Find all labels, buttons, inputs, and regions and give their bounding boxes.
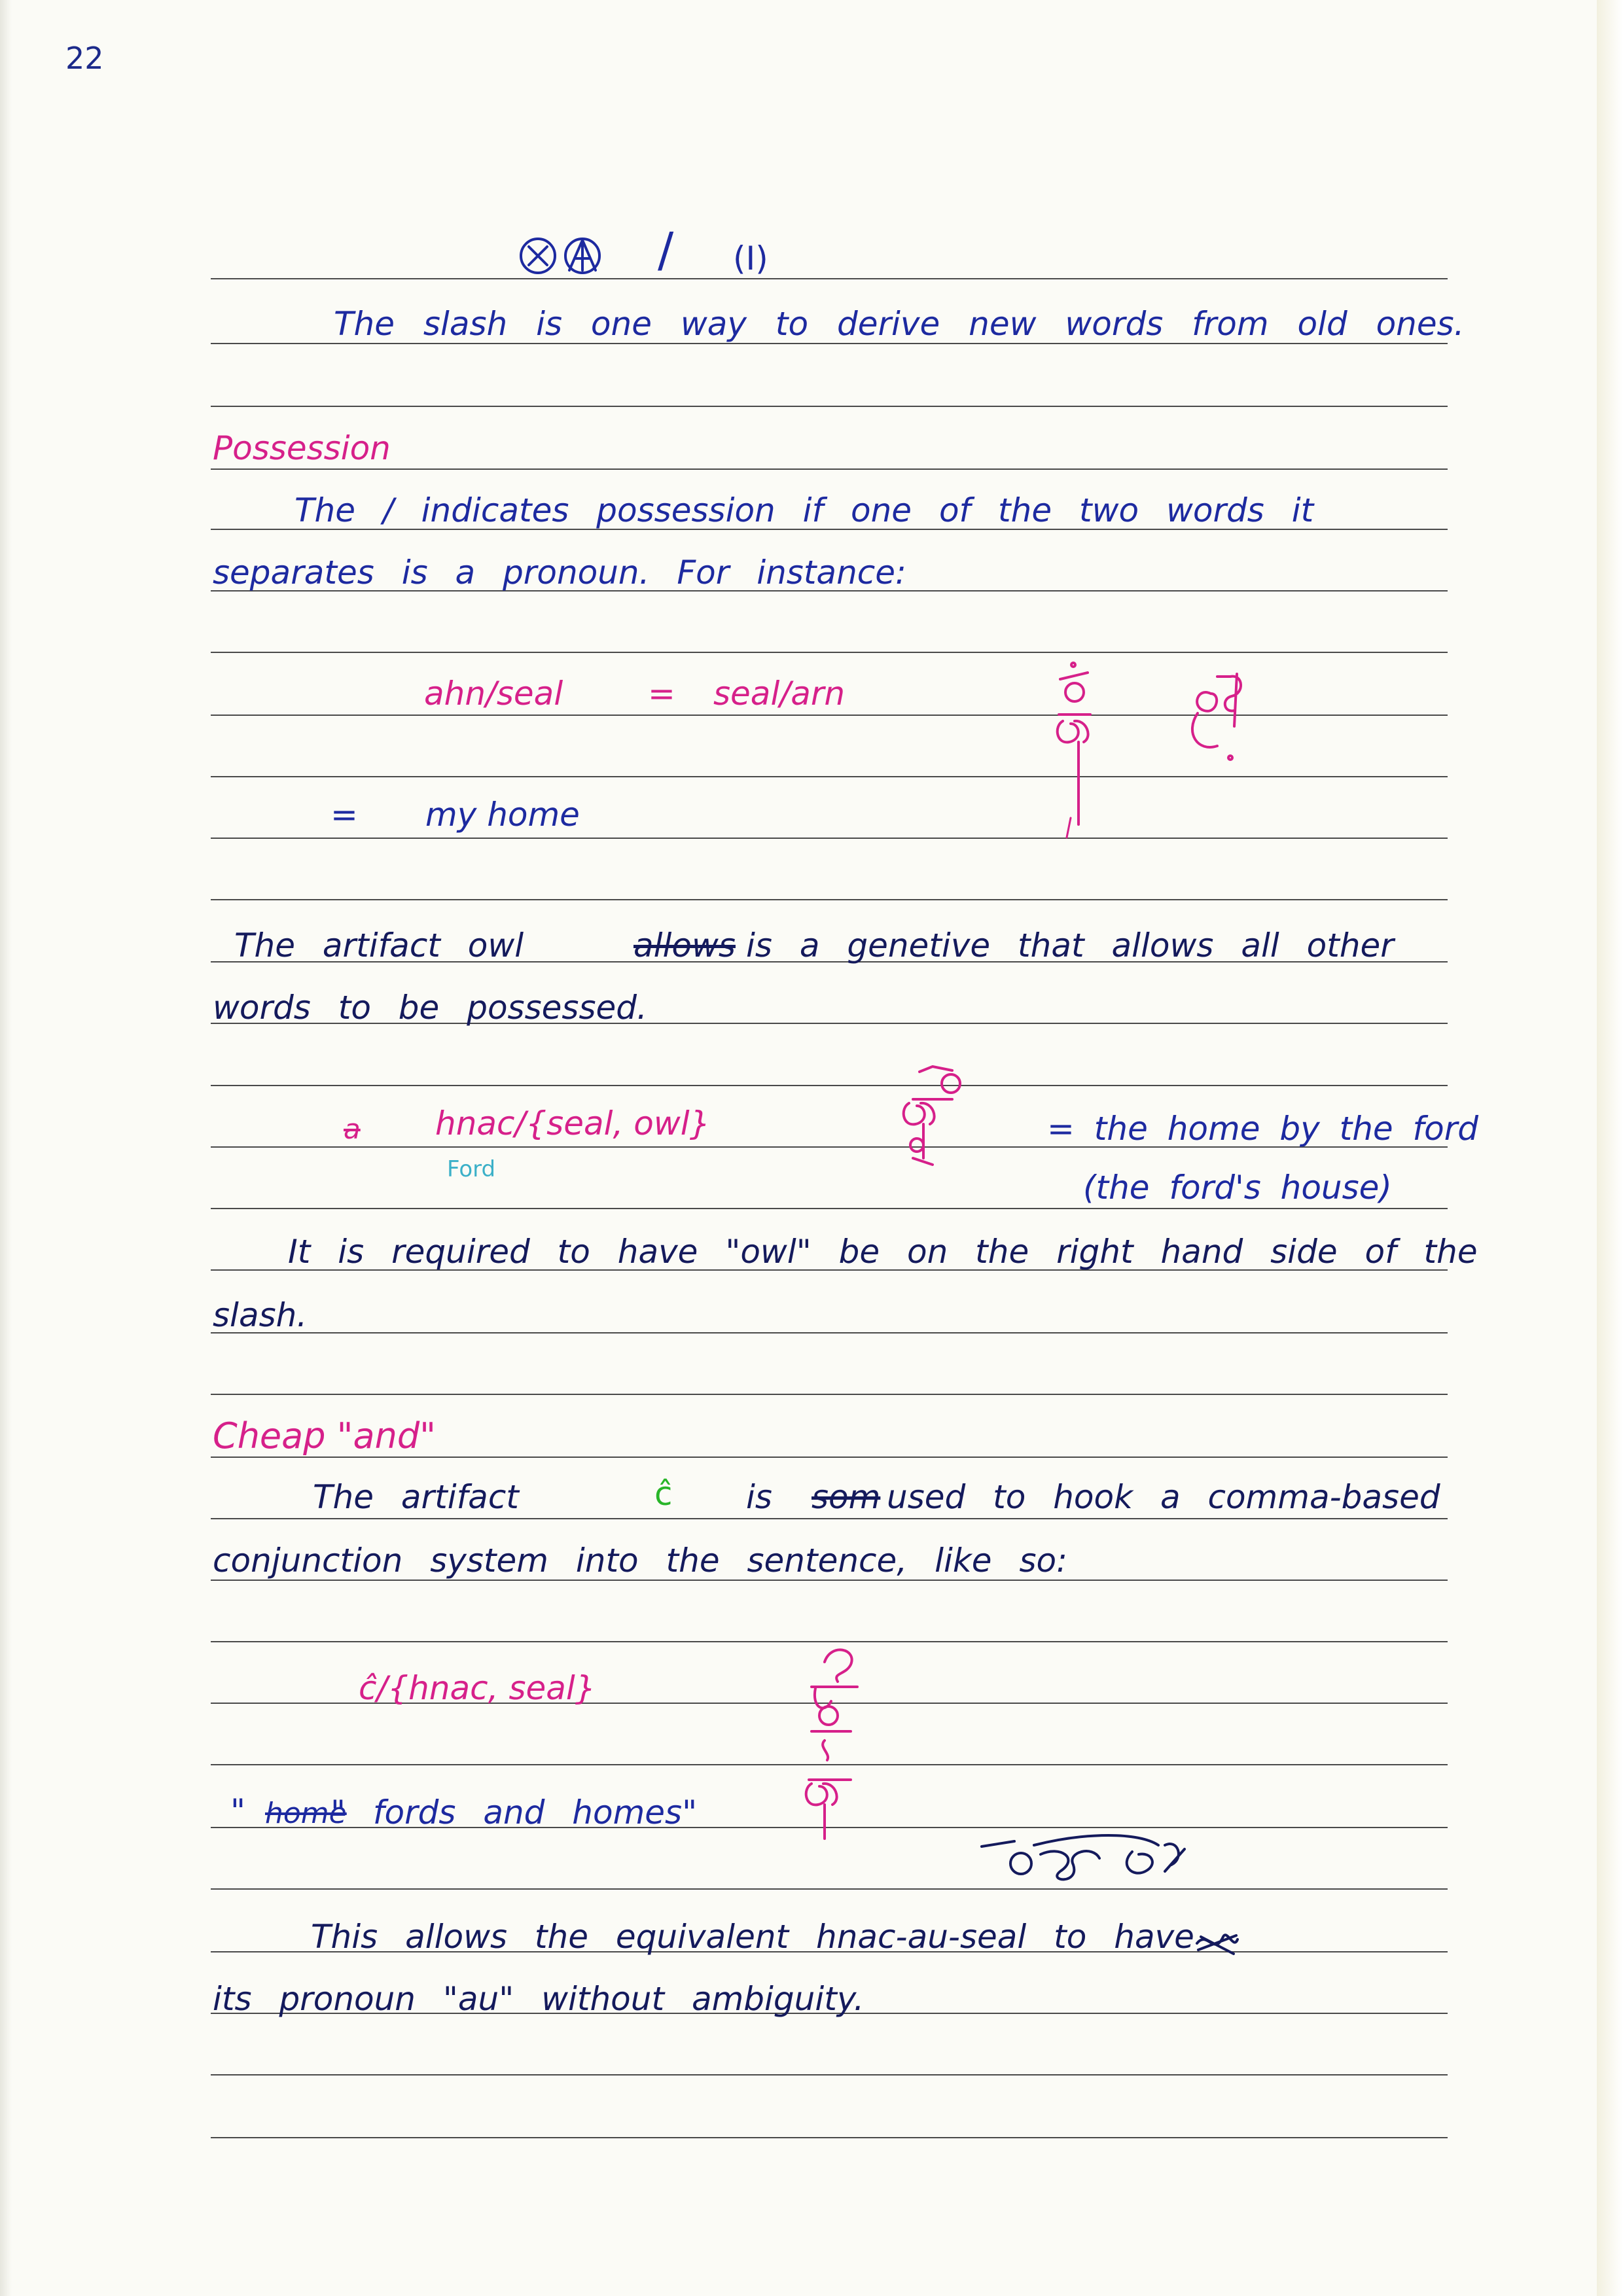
- possession-heading: Possession: [213, 429, 391, 467]
- artifact-line1-struck: allows: [633, 927, 736, 964]
- example-equals: =: [648, 675, 675, 713]
- translation-equals: =: [330, 796, 358, 834]
- ruled-line: [211, 343, 1448, 344]
- page-number: 22: [65, 41, 104, 76]
- ruled-line: [211, 468, 1448, 470]
- example2: hnac/{seal, owl}: [435, 1104, 711, 1142]
- cheap-and-line2: conjunction system into the sentence, like so:: [213, 1542, 1067, 1580]
- ruled-line: [211, 1888, 1448, 1890]
- cheap-and-symbol: ĉ: [654, 1475, 673, 1513]
- cheap-and-line1-c: used to hook a comma-based: [887, 1478, 1440, 1516]
- script-glyph-handwritten-sequence-icon: [969, 1832, 1243, 1891]
- struck-marker: a: [344, 1113, 361, 1145]
- allows-line2: its pronoun "au" without ambiguity.: [213, 1980, 865, 2018]
- page-right-edge: [1597, 0, 1623, 2296]
- ruled-line: [211, 1208, 1448, 1209]
- translation-my-home: my home: [425, 796, 580, 834]
- ruled-line: [211, 278, 1448, 279]
- cheap-and-line1-struck: som: [812, 1478, 881, 1516]
- artifact-line2: words to be possessed.: [213, 989, 647, 1027]
- title-circled-x-icon: [517, 232, 615, 278]
- ruled-line: [211, 2074, 1448, 2075]
- ruled-line: [211, 899, 1448, 900]
- cheap-and-open-quote: ": [230, 1792, 245, 1830]
- script-glyph-cheap-and-icon: [785, 1636, 890, 1845]
- cheap-and-heading: Cheap "and": [213, 1415, 436, 1457]
- example2-gloss-ford: Ford: [447, 1156, 496, 1182]
- ruled-line: [211, 1457, 1448, 1458]
- scribbled-out-word-icon: [1194, 1924, 1240, 1963]
- cheap-and-line1-b: is: [746, 1478, 772, 1516]
- title-slash: /: [658, 222, 674, 277]
- requirement-line1: It is required to have "owl" be on the right hand side of the: [288, 1233, 1478, 1271]
- script-glyph-ahn-icon: [1171, 667, 1276, 785]
- cheap-and-line1-a: The artifact: [313, 1478, 519, 1516]
- example2-translation: = the home by the ford: [1047, 1110, 1479, 1148]
- ruled-line: [211, 1518, 1448, 1519]
- allows-line1: This allows the equivalent hnac-au-seal to have: [311, 1918, 1194, 1956]
- cheap-and-example: ĉ/{hnac, seal}: [359, 1669, 596, 1707]
- ruled-line: [211, 1394, 1448, 1395]
- example-right: seal/arn: [713, 675, 846, 713]
- ruled-line: [211, 406, 1448, 407]
- ruled-line: [211, 1580, 1448, 1581]
- artifact-line1-b: is a genetive that allows all other: [746, 927, 1394, 964]
- ruled-line: [211, 838, 1448, 839]
- ruled-line: [211, 652, 1448, 653]
- example-left: ahn/seal: [424, 675, 563, 713]
- ruled-line: [211, 2137, 1448, 2138]
- example2-translation2: (the ford's house): [1083, 1169, 1392, 1207]
- intro-text: The slash is one way to derive new words from old ones.: [334, 305, 1465, 343]
- ruled-line: [211, 1332, 1448, 1333]
- artifact-line1-a: The artifact owl: [234, 927, 524, 964]
- possession-line2: separates is a pronoun. For instance:: [213, 554, 906, 592]
- script-glyph-hnac-icon: [887, 1060, 985, 1191]
- title-numeral: (I): [733, 239, 768, 277]
- possession-line1: The / indicates possession if one of the two words it: [294, 491, 1314, 529]
- page-left-shadow: [0, 0, 12, 2296]
- cheap-and-translation: " fords and homes": [330, 1793, 698, 1831]
- cheap-and-translation-struck: home: [265, 1797, 347, 1830]
- requirement-line2: slash.: [213, 1296, 308, 1334]
- ruled-line: [211, 1085, 1448, 1086]
